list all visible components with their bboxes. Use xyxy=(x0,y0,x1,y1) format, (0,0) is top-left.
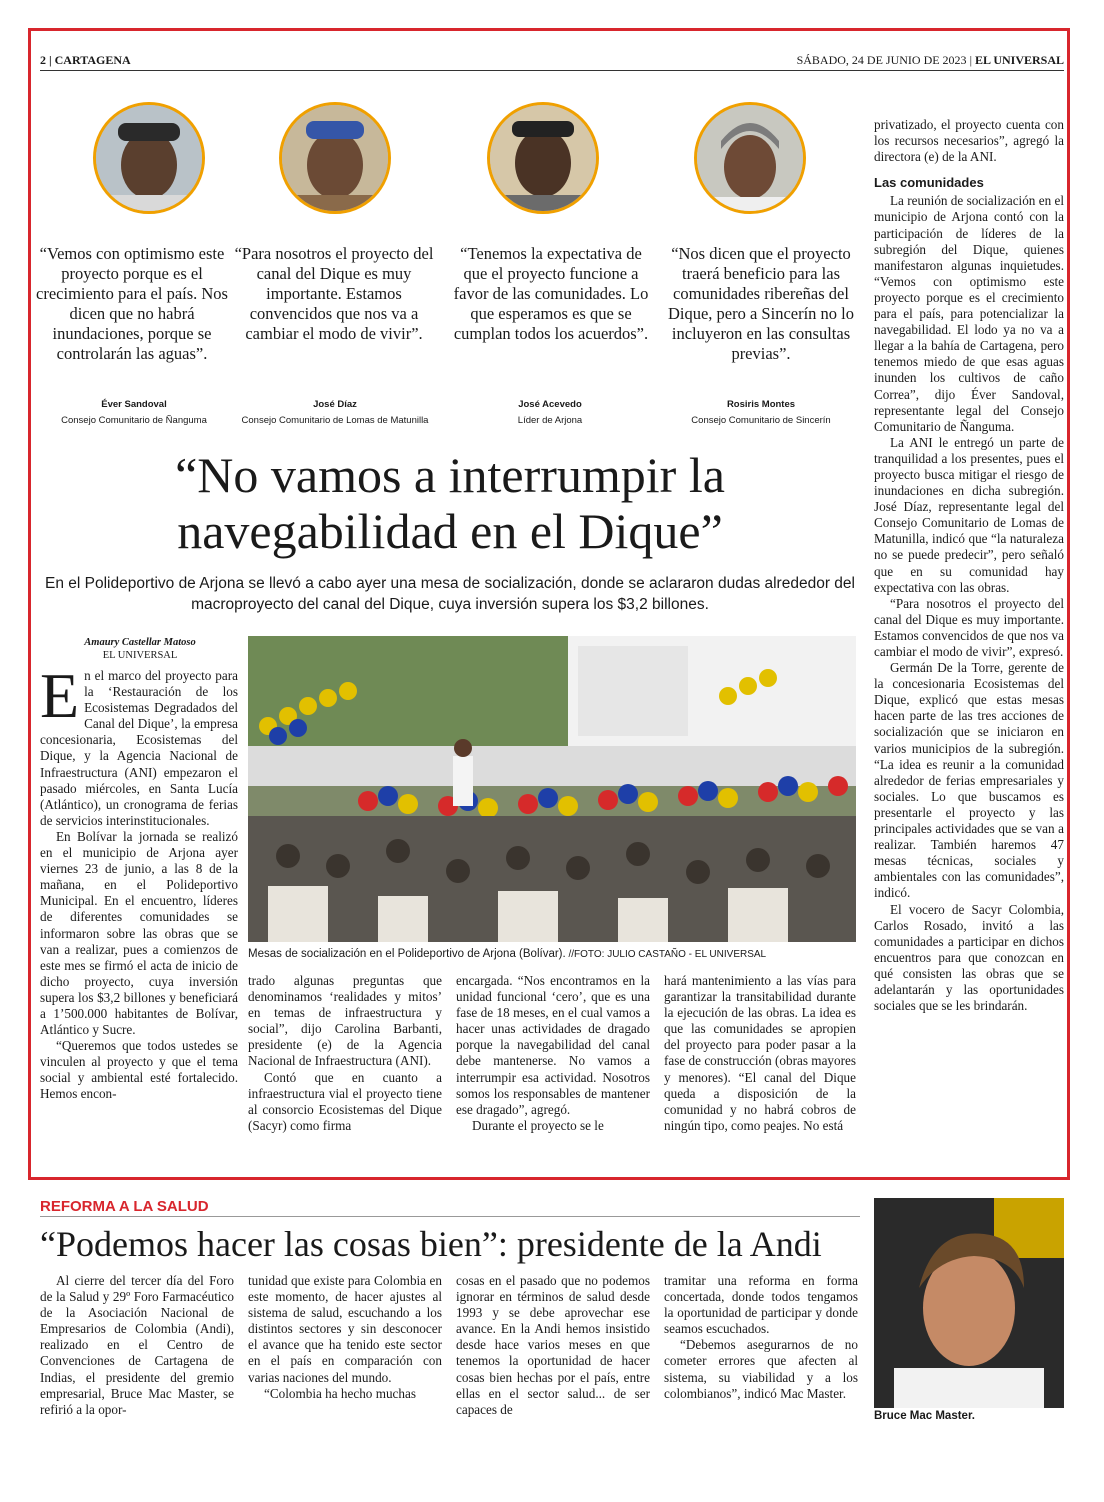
second-column-2 xyxy=(248,1273,442,1402)
paragraph: encargada. “Nos encontramos en la unidad funcional ‘cero’, que es una fase de 18 meses, en el cual vamos a hacer unas actividades de dragado porque la navegabilidad del canal debe mantenerse. No vamos a interrumpir esa actividad. Nosotros somos los responsables de mantener ese dragado”, agregó. xyxy=(456,973,650,1117)
headline-line: navegabilidad en el Dique” xyxy=(177,503,723,559)
quote-role: Líder de Arjona xyxy=(517,415,583,426)
photo-credit: //FOTO: JULIO CASTAÑO - EL UNIVERSAL xyxy=(565,949,767,960)
paragraph: “Para nosotros el proyecto del canal del Dique es muy importante. Estamos convencidos de que nos va cambiar el modo de vivir”, expresó. xyxy=(874,595,1064,659)
subheading: Las comunidades xyxy=(874,175,984,191)
quote-name: José Acevedo xyxy=(518,399,582,410)
paragraph: El vocero de Sacyr Colombia, Carlos Rosado, invitó a las comunidades a participar en dichos encuentros para que conozcan en qué consisten las obras que se adelantarán y las oportunidades sociales que se les brindarán. xyxy=(874,901,1064,1014)
section-kicker: REFORMA A LA SALUD xyxy=(40,1198,209,1215)
caption-text: Mesas de socialización en el Polideportivo de Arjona (Bolívar). xyxy=(248,948,566,960)
avatar-ever-sandoval xyxy=(93,102,205,214)
avatar-jose-diaz xyxy=(279,102,391,214)
event-photo xyxy=(248,636,856,942)
quote-text: “Vemos con optimismo este proyecto porque es el crecimiento para el país. Nos dicen que no habrá inundaciones, porque se controlarán las aguas”. xyxy=(36,244,228,363)
quote-name: Éver Sandoval xyxy=(101,399,167,410)
page-header xyxy=(40,53,1064,69)
article-column-2 xyxy=(248,973,442,1134)
paragraph: En Bolívar la jornada se realizó en el municipio de Arjona ayer viernes 23 de junio, a las 8 de la mañana, en el Polideportivo Municipal. En el encuentro, líderes de diferentes comunidades se informaron sobre las obras que se van a realizar, pues a comienzos de este mes se firmó el acta de inicio de dicho proyecto, cuya inversión supera los $3,2 billones y beneficiará a 1’500.000 habitantes de Bolívar, Atlántico y Sucre. xyxy=(40,828,238,1038)
quote-text: “Para nosotros el proyecto del canal del Dique es muy importante. Estamos convencidos que nos va a cambiar el modo de vivir”. xyxy=(234,244,434,343)
paragraph: n el marco del proyecto para la ‘Restauración de los Ecosistemas Degradados del Canal del Dique’, la empresa concesionaria, Ecosistemas del Dique, y la Agencia Nacional de Infraestructura (ANI) empezaron el pasado miércoles, en Santa Lucía (Atlántico), un cronograma de ferias de servicios interinstitucionales. xyxy=(40,668,238,828)
author: Amaury Castellar Matoso xyxy=(84,637,196,648)
paragraph: tramitar una reforma en forma concertada, donde todos tengamos la oportunidad de participar y donde seamos escuchados. xyxy=(664,1273,858,1337)
second-column-1 xyxy=(40,1273,234,1418)
paragraph: “Colombia ha hecho muchas xyxy=(264,1385,416,1401)
quote-role: Consejo Comunitario de Lomas de Matunilla xyxy=(241,415,429,426)
page-date: SÁBADO, 24 DE JUNIO DE 2023 xyxy=(796,53,967,67)
quote-role: Consejo Comunitario de Sincerín xyxy=(691,415,831,426)
paragraph: privatizado, el proyecto cuenta con los recursos necesarios”, agregó la directora (e) de la ANI. xyxy=(874,117,1064,165)
paragraph: hará mantenimiento a las vías para garantizar la transitabilidad durante la ejecución de las obras. La idea es que las comunidades se apropien del proyecto para poder pasar a la fase de construcción (obras mayores y menores). “El canal del Dique queda a disposición de la comunidad y no habrá cobros de ningún tipo, como peajes. No está xyxy=(664,973,856,1133)
page-section: 2 | CARTAGENA xyxy=(40,53,131,67)
page-date-masthead: SÁBADO, 24 DE JUNIO DE 2023 | EL UNIVERSAL xyxy=(796,53,1064,67)
second-headline: “Podemos hacer las cosas bien”: presidente de la Andi xyxy=(40,1224,822,1264)
deck: En el Polideportivo de Arjona se llevó a cabo ayer una mesa de socialización, donde se aclararon dudas alrededor del macroproyecto del canal del Dique, cuya inversión supera los $3,2 billones. xyxy=(45,575,855,613)
headline-line: “No vamos a interrumpir la xyxy=(175,447,725,503)
paragraph: “Queremos que todos ustedes se vinculen al proyecto y que el tema social y ambiental esté fortalecido. Hemos encon- xyxy=(40,1038,238,1102)
second-column-3 xyxy=(456,1273,650,1418)
quote-text: “Tenemos la expectativa de que el proyecto funcione a favor de las comunidades. Lo que esperamos es que se cumplan todos los acuerdos”. xyxy=(453,244,649,343)
paragraph: “Debemos asegurarnos de no cometer errores que afecten al sistema, su viabilidad y a los colombianos”, indicó Mac Master. xyxy=(664,1337,858,1401)
avatar-rosiris-montes xyxy=(694,102,806,214)
paragraph: cosas en el pasado que no podemos ignorar en términos de salud desde 1993 y se debe aprovechar ese avance. En la Andi hemos insistido desde hace varios meses en que tenemos la oportunidad de hacer cosas bien hechas por el país, entre ellas en el sector salud... de ser capaces de xyxy=(456,1273,650,1417)
headline xyxy=(40,447,860,559)
quote-role: Consejo Comunitario de Ñanguma xyxy=(61,415,207,426)
paragraph: Contó que en cuanto a infraestructura vial el proyecto tiene al consorcio Ecosistemas del Dique (Sacyr) como firma xyxy=(248,1069,442,1133)
paragraph: Germán De la Torre, gerente de la concesionaria Ecosistemas del Dique, explicó que estas mesas hacen parte de las tres acciones de socialización que se iniciaron en varios municipios de la subregión. “La idea es reunir a la comunidad alrededor de ferias empresariales y sociales. Lo que buscamos es presentarle el proyecto y las principales actividades que se van a realizar. También haremos 47 mesas técnicas, sociales y ambientales con las comunidades”, indicó. xyxy=(874,660,1064,901)
paragraph: tunidad que existe para Colombia en este momento, de hacer ajustes al sistema de salud, escuchando a los distintos sectores y sin desconocer el avance que ha tenido este sector en el país en comparación con varias naciones del mundo. xyxy=(248,1273,442,1385)
kicker-rule xyxy=(40,1216,860,1217)
paragraph: Al cierre del tercer día del Foro de la Salud y 29º Foro Farmacéutico de la Asociación Nacional de Empresarios de Colombia (Andi), realizado en el Centro de Convenciones de Cartagena de Indias, el presidente del gremio empresarial, Bruce Mac Master, se refirió a la opor- xyxy=(40,1273,234,1417)
paragraph: Durante el proyecto se le xyxy=(472,1117,604,1133)
article-column-5 xyxy=(874,117,1064,1014)
masthead: EL UNIVERSAL xyxy=(974,53,1064,67)
article-column-3 xyxy=(456,973,650,1134)
photo-caption xyxy=(248,948,856,960)
paragraph: trado algunas preguntas que denominamos ‘realidades y mitos’ en temas de infraestructura y social”, dijo Carolina Barbanti, presidente (e) de la Agencia Nacional de Infraestructura (ANI). xyxy=(248,973,442,1069)
paragraph: La reunión de socialización en el municipio de Arjona contó con la participación de líderes de la subregión del Dique, quienes manifestaron algunas inquietudes. “Vemos con optimismo este proyecto porque es el crecimiento para el país, para potencializar la navegabilidad. El lodo ya no va a llegar a la bahía de Cartagena, pero tenemos miedo de que esas aguas inunden los cultivos de caño Correa”, dijo Éver Sandoval, representante legal del Consejo Comunitario de Ñanguma. xyxy=(874,193,1064,434)
bruce-photo-caption: Bruce Mac Master. xyxy=(874,1410,975,1422)
outlet: EL UNIVERSAL xyxy=(102,650,178,661)
quote-text: “Nos dicen que el proyecto traerá beneficio para las comunidades ribereñas del Dique, pero a Sincerín no lo incluyeron en las consultas previas”. xyxy=(667,244,855,363)
article-column-4 xyxy=(664,973,856,1134)
avatar-jose-acevedo xyxy=(487,102,599,214)
quote-name: José Díaz xyxy=(313,399,357,410)
bruce-mac-master-photo xyxy=(874,1198,1064,1408)
second-column-4 xyxy=(664,1273,858,1402)
quote-name: Rosiris Montes xyxy=(726,399,796,410)
drop-cap: E xyxy=(40,660,80,731)
article-column-1 xyxy=(40,660,238,1103)
paragraph: La ANI le entregó un parte de tranquilidad a los presentes, pues el proyecto busca mitigar el riesgo de inundaciones en dicha subregión. José Díaz, representante legal del Consejo Comunitario de Lomas de Matunilla, indicó que “la naturaleza no se puede predecir”, pero señaló que en su comunidad hay expectativa con las obras. xyxy=(874,434,1064,595)
header-rule xyxy=(40,70,1064,71)
byline xyxy=(40,636,240,662)
